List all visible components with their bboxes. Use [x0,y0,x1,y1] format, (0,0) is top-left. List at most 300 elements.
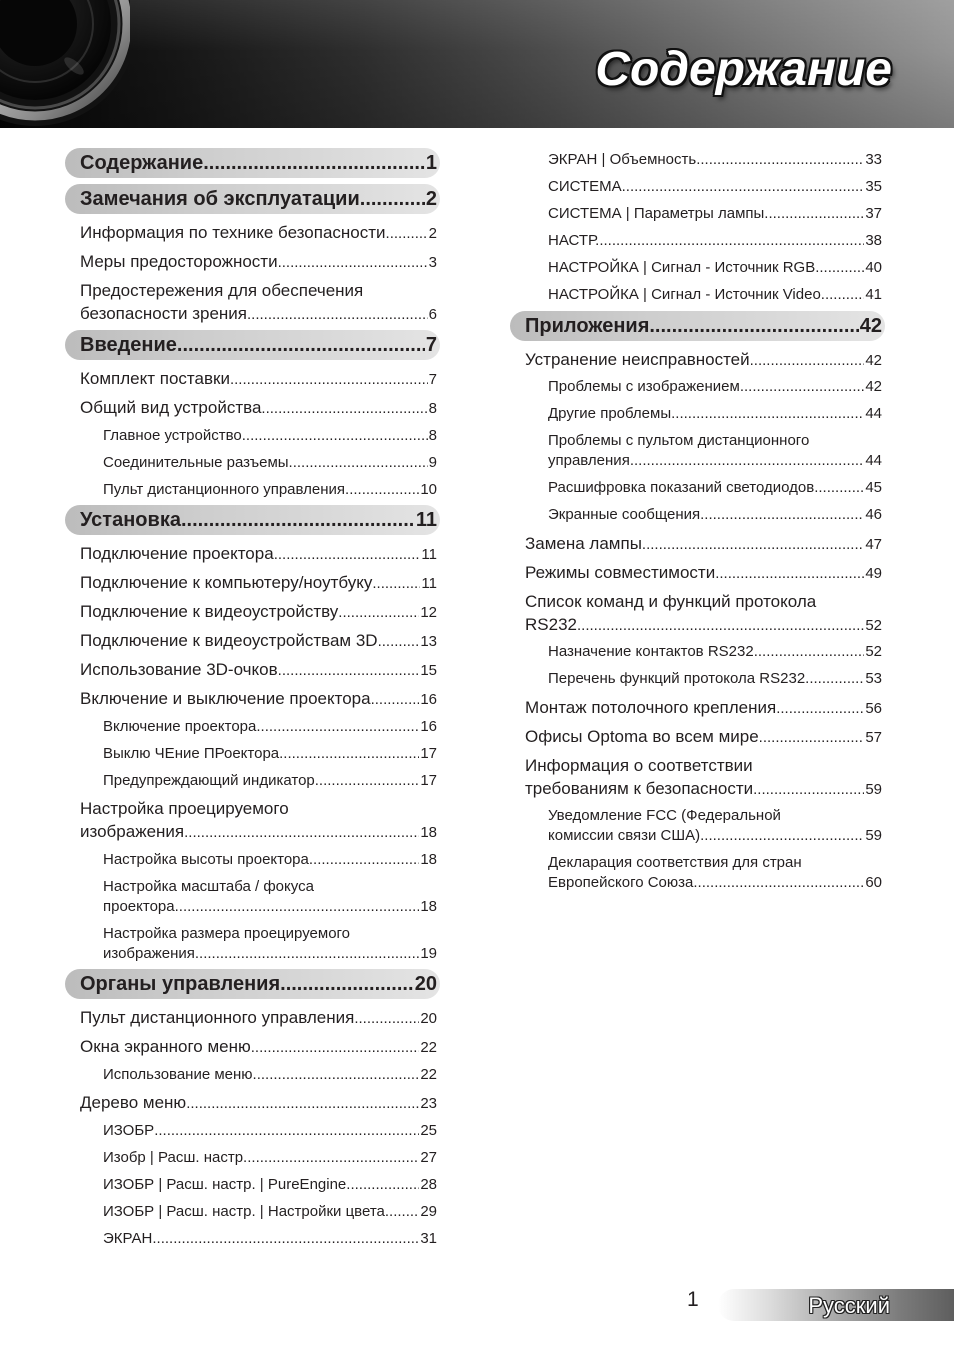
toc-entry-label: ИЗОБР | Расш. настр. | PureEngine [103,1175,347,1193]
toc-subentry[interactable] [510,401,885,428]
toc-column-left [65,146,440,1252]
toc-entry-label: Подключение к видеоустройствам 3D [80,631,378,650]
toc-line [80,600,437,623]
toc-page-number: 8 [428,426,437,444]
toc-line [80,1006,437,1029]
toc-subentry[interactable] [510,475,885,502]
toc-subentry[interactable] [65,767,440,794]
toc-dot-leader [186,1092,419,1115]
toc-page-number: 19 [420,944,437,962]
toc-dot-leader [630,451,865,471]
toc-entry-label: Комплект поставки [80,369,230,388]
toc-entry[interactable] [510,751,885,803]
toc-dot-leader [338,601,419,624]
toc-entry[interactable] [510,587,885,639]
toc-dot-leader [642,533,864,556]
toc-page-number: 33 [865,151,882,168]
toc-dot-leader [177,330,425,360]
toc-subentry[interactable] [65,846,440,873]
toc-line [80,1035,437,1058]
toc-line [525,725,882,748]
toc-entry[interactable] [510,345,885,374]
toc-entry-label: изображения [103,944,195,962]
toc-line [103,1148,437,1168]
toc-page-number: 22 [420,1039,437,1056]
toc-page-number: 56 [865,699,882,717]
toc-subentry[interactable] [510,428,885,475]
toc-entry-label: ЭКРАН | Объемность [548,151,697,168]
toc-line [525,777,882,800]
toc-entry-label: Использование меню [103,1065,253,1083]
toc-dot-leader [693,873,864,893]
toc-entry[interactable] [65,393,440,422]
toc-line [548,873,882,893]
toc-entry-label: Изобр | Расш. настр. [103,1148,248,1166]
toc-line [103,877,437,897]
toc-line [103,850,437,870]
toc-line [103,944,437,964]
toc-page-number: 8 [428,400,437,417]
toc-subentry[interactable] [65,1171,440,1198]
toc-line [548,431,882,451]
toc-dot-leader [740,377,865,397]
toc-entry-label: Настройка размера проецируемого [103,924,351,942]
toc-subentry[interactable] [510,803,885,850]
toc-line [103,1121,437,1141]
toc-entry-label: Офисы Optoma во всем мире [525,726,759,746]
toc-line [103,744,437,764]
toc-dot-leader [821,285,865,305]
toc-line [103,1175,437,1195]
toc-line [548,642,882,662]
toc-line [80,221,437,244]
toc-dot-leader [696,150,864,170]
toc-entry-label: Использование 3D-очков [80,660,278,679]
toc-line [525,532,882,555]
toc-line [548,258,882,278]
toc-line [80,542,437,565]
toc-page-number: 44 [865,405,882,422]
toc-dot-leader [776,697,864,720]
toc-line [80,797,437,820]
toc-page-number: 15 [420,662,437,679]
toc-subentry[interactable] [510,850,885,897]
toc-subentry[interactable] [510,174,885,201]
toc-entry-label: Предупреждающий индикатор [103,771,315,789]
toc-line [80,505,437,535]
toc-line [80,1091,437,1114]
toc-page-number: 47 [865,535,882,553]
toc-dot-leader [242,426,428,446]
toc-entry[interactable] [65,539,440,568]
toc-entry-label: ИЗОБР | Расш. настр. | Настройки цвета [103,1202,385,1220]
toc-subentry[interactable] [65,920,440,967]
toc-page-number: 52 [865,643,882,660]
toc-entry-label: управления [548,452,630,469]
toc-dot-leader [280,969,414,999]
toc-dot-leader [754,642,865,662]
toc-entry-label: Включение и выключение проектора [80,689,371,708]
toc-dot-leader [203,148,425,178]
toc-dot-leader [753,778,864,801]
toc-page-number: 7 [425,334,437,356]
toc-line [548,505,882,525]
toc-dot-leader [181,505,415,535]
toc-dot-leader [230,368,428,391]
toc-entry-label: Проблемы с изображением [548,378,740,395]
toc-entry-label: Замечания об эксплуатации [80,188,360,210]
toc-entry[interactable] [65,1003,440,1032]
toc-entry-label: СИСТЕМА | Параметры лампы [548,205,765,222]
toc-page-number: 40 [865,259,882,276]
toc-subentry[interactable] [510,502,885,529]
toc-line [548,150,882,170]
toc-line [548,231,882,251]
toc-line [80,148,437,178]
toc-entry-label: Экранные сообщения [548,506,701,523]
toc-line [103,924,437,944]
toc-entry-label: Другие проблемы [548,405,672,422]
toc-section-pill [65,148,440,178]
toc-entry[interactable] [510,722,885,751]
toc-page-number: 22 [420,1065,437,1083]
toc-entry-label: Монтаж потолочного крепления [525,697,777,717]
toc-page-number: 2 [425,188,437,210]
toc-entry-label: СИСТЕМА [548,178,622,195]
toc-line [525,613,882,636]
toc-entry[interactable] [65,597,440,626]
toc-line [103,480,437,500]
toc-line [548,377,882,397]
toc-line [80,687,437,710]
toc-page-number: 53 [865,670,882,687]
toc-entry[interactable] [510,693,885,722]
toc-entry[interactable] [65,247,440,276]
toc-entry-label: изображения [80,822,185,841]
toc-dot-leader [278,251,428,274]
toc-entry[interactable] [65,655,440,684]
toc-entry[interactable] [65,276,440,328]
toc-entry-label: Введение [80,334,177,356]
toc-line [548,806,882,826]
toc-subentry[interactable] [510,228,885,255]
toc-entry-label: Уведомление FCC (Федеральной [548,807,781,824]
toc-dot-leader [274,543,421,566]
toc-dot-leader [577,614,864,637]
toc-line [548,285,882,305]
toc-entry-label: НАСТРОЙКА | Сигнал - Источник Video [548,286,821,303]
toc-entry-label: Подключение к видеоустройству [80,602,339,621]
toc-entry-label: Настройка высоты проектора [103,850,309,868]
toc-section-pill [65,330,440,360]
toc-dot-leader [805,669,864,689]
toc-dot-leader [279,744,419,764]
toc-line [80,367,437,390]
toc-subentry[interactable] [65,1117,440,1144]
toc-entry-label: Режимы совместимости [525,562,716,582]
toc-dot-leader [700,505,864,525]
toc-entry-label: Информация о соответствии [525,755,753,775]
toc-page-number: 42 [865,351,882,369]
toc-dot-leader [599,231,864,251]
toc-dot-leader [253,1065,420,1085]
toc-page-number: 45 [865,479,882,496]
toc-entry-label: НАСТРОЙКА | Сигнал - Источник RGB [548,259,816,276]
toc-dot-leader [378,630,420,653]
toc-dot-leader [671,404,864,424]
toc-line [548,404,882,424]
toc-dot-leader [622,177,865,197]
toc-section-pill [65,184,440,214]
toc-entry[interactable] [65,684,440,713]
toc-page-number: 52 [865,616,882,634]
toc-page-number: 20 [414,973,437,995]
toc-entry-label: НАСТР. [548,232,600,249]
toc-entry[interactable] [65,626,440,655]
toc-line [80,969,437,999]
toc-page-number: 16 [420,691,437,708]
toc-subentry[interactable] [510,374,885,401]
toc-line [525,348,882,371]
toc-line [525,561,882,584]
toc-entry-label: Пульт дистанционного управления [103,480,346,498]
toc-entry-label: Органы управления [80,973,281,995]
toc-line [525,696,882,719]
toc-line [103,1202,437,1222]
toc-dot-leader [289,453,428,473]
toc-page-number: 11 [421,546,437,563]
toc-entry-label: Установка [80,509,181,531]
toc-dot-leader [750,349,865,372]
toc-entry-label: Список команд и функций протокола [525,591,817,611]
toc-page-number: 3 [428,254,437,271]
toc-section-pill [65,505,440,535]
toc-entry-label: комиссии связи США) [548,827,701,844]
toc-page-number: 60 [865,874,882,891]
toc-entry-label: Приложения [525,314,650,337]
toc-page-number: 2 [428,225,437,242]
toc-section-heading[interactable] [65,503,440,539]
toc-page-number: 42 [859,314,882,337]
toc-dot-leader [371,688,420,711]
toc-entry-label: Меры предосторожности [80,252,278,271]
toc-dot-leader [360,184,425,214]
toc-dot-leader [346,1175,419,1195]
toc-entry-label: проектора [103,897,175,915]
toc-subentry[interactable] [65,873,440,920]
toc-subentry[interactable] [65,740,440,767]
toc-subentry[interactable] [510,639,885,666]
language-label: Русский [808,1293,890,1318]
toc-entry-label: ЭКРАН [103,1229,153,1247]
toc-section-pill [510,311,885,341]
toc-entry-label: Европейского Союза [548,874,694,891]
toc-dot-leader [251,1036,420,1059]
toc-entry-label: Пульт дистанционного управления [80,1008,355,1027]
toc-dot-leader [345,480,419,500]
toc-dot-leader [309,850,419,870]
toc-page-number: 29 [420,1202,437,1220]
toc-page-number: 59 [865,780,882,798]
toc-line [80,396,437,419]
toc-dot-leader [354,1007,419,1030]
toc-subentry[interactable] [65,1198,440,1225]
page-number: 1 [687,1288,699,1311]
toc-line [525,311,882,341]
toc-entry[interactable] [510,558,885,587]
toc-page-number: 20 [420,1010,437,1027]
toc-dot-leader [175,897,420,917]
toc-dot-leader [649,311,858,341]
toc-entry[interactable] [510,529,885,558]
toc-entry-label: Включение проектора [103,717,257,735]
toc-entry-label: Расшифровка показаний светодиодов [548,479,815,496]
toc-subentry[interactable] [510,255,885,282]
toc-dot-leader [195,944,419,964]
toc-line [525,590,882,613]
toc-line [103,453,437,473]
toc-entry-label: RS232 [525,614,577,634]
toc-line [103,771,437,791]
toc-subentry[interactable] [510,666,885,693]
page-header [0,0,954,128]
toc-page-number: 44 [865,452,882,469]
toc-page-number: 38 [865,232,882,249]
toc-subentry[interactable] [510,201,885,228]
toc-entry[interactable] [65,1032,440,1061]
toc-page-number: 18 [420,897,437,915]
toc-page-number: 18 [420,824,437,841]
toc-entry[interactable] [65,568,440,597]
toc-line [548,204,882,224]
toc-dot-leader [814,478,864,498]
toc-page-number: 42 [865,378,882,395]
toc-dot-leader [372,572,420,595]
toc-subentry[interactable] [65,476,440,503]
toc-dot-leader [184,821,419,844]
toc-entry-label: Соединительные разъемы [103,453,289,471]
toc-line [80,302,437,325]
toc-page-number: 6 [428,306,437,323]
toc-page-number: 35 [865,178,882,195]
toc-entry-label: Главное устройство [103,426,242,444]
toc-subentry[interactable] [65,1061,440,1088]
toc-entry-label: Проблемы с пультом дистанционного [548,432,810,449]
toc-dot-leader [315,771,420,791]
toc-line [548,826,882,846]
toc-section-pill [65,969,440,999]
toc-dot-leader [715,562,864,585]
toc-page-number: 7 [428,371,437,388]
toc-section-heading[interactable] [65,328,440,364]
toc-page-number: 11 [415,509,437,531]
toc-subentry[interactable] [510,147,885,174]
toc-line [80,658,437,681]
toc-line [80,250,437,273]
toc-page-number: 59 [865,827,882,844]
toc-entry-label: Содержание [80,152,204,174]
toc-page-number: 11 [421,575,437,592]
toc-page-number: 49 [865,564,882,582]
toc-section-heading[interactable] [65,146,440,182]
toc-dot-leader [385,1202,419,1222]
toc-line [103,717,437,737]
toc-line [80,184,437,214]
toc-page-number: 1 [425,152,437,174]
toc-section-heading[interactable] [65,182,440,218]
toc-entry[interactable] [65,218,440,247]
toc-dot-leader [815,258,864,278]
lens-graphic [0,0,130,128]
toc-dot-leader [759,726,865,749]
toc-page-number: 17 [420,744,437,762]
toc-line [80,820,437,843]
toc-entry-label: Выклю ЧЕние ПРоектора [103,744,280,762]
toc-dot-leader [152,1229,419,1249]
toc-dot-leader [764,204,864,224]
toc-line [103,1065,437,1085]
toc-section-heading[interactable] [510,309,885,345]
toc-dot-leader [247,303,428,326]
toc-page-number: 46 [865,506,882,523]
toc-line [103,1229,437,1249]
toc-entry[interactable] [65,1088,440,1117]
toc-page-number: 31 [420,1229,437,1247]
toc-entry[interactable] [65,794,440,846]
toc-line [103,426,437,446]
toc-line [548,177,882,197]
toc-dot-leader [154,1121,419,1141]
toc-entry-label: Общий вид устройства [80,398,262,417]
toc-line [548,451,882,471]
toc-entry-label: Предостережения для обеспечения [80,281,364,300]
toc-entry-label: Дерево меню [80,1093,187,1112]
toc-dot-leader [700,826,864,846]
toc-page-number: 10 [420,480,437,498]
toc-page-number: 23 [420,1095,437,1112]
toc-dot-leader [247,1148,419,1168]
toc-line [525,754,882,777]
toc-page-number: 37 [865,205,882,222]
toc-page-number: 12 [420,604,437,621]
toc-page-number: 17 [420,771,437,789]
toc-page-number: 9 [428,453,437,471]
toc-entry[interactable] [65,364,440,393]
toc-subentry[interactable] [510,282,885,309]
toc-subentry[interactable] [65,713,440,740]
toc-entry-label: безопасности зрения [80,304,247,323]
toc-line [80,571,437,594]
toc-subentry[interactable] [65,449,440,476]
toc-section-heading[interactable] [65,967,440,1003]
toc-entry-label: требованиям к безопасности [525,778,754,798]
toc-column-right [510,147,885,897]
toc-subentry[interactable] [65,1225,440,1252]
toc-page-number: 13 [420,633,437,650]
toc-subentry[interactable] [65,1144,440,1171]
toc-entry-label: Замена лампы [525,533,642,553]
toc-line [80,330,437,360]
toc-entry-label: Перечень функций протокола RS232 [548,670,806,687]
toc-page-number: 57 [865,728,882,746]
toc-subentry[interactable] [65,422,440,449]
toc-page-number: 27 [420,1148,437,1166]
toc-entry-label: Назначение контактов RS232 [548,643,754,660]
toc-page-number: 16 [420,717,437,735]
toc-entry-label: Подключение проектора [80,544,274,563]
toc-page-number: 25 [420,1121,437,1139]
toc-dot-leader [256,717,419,737]
